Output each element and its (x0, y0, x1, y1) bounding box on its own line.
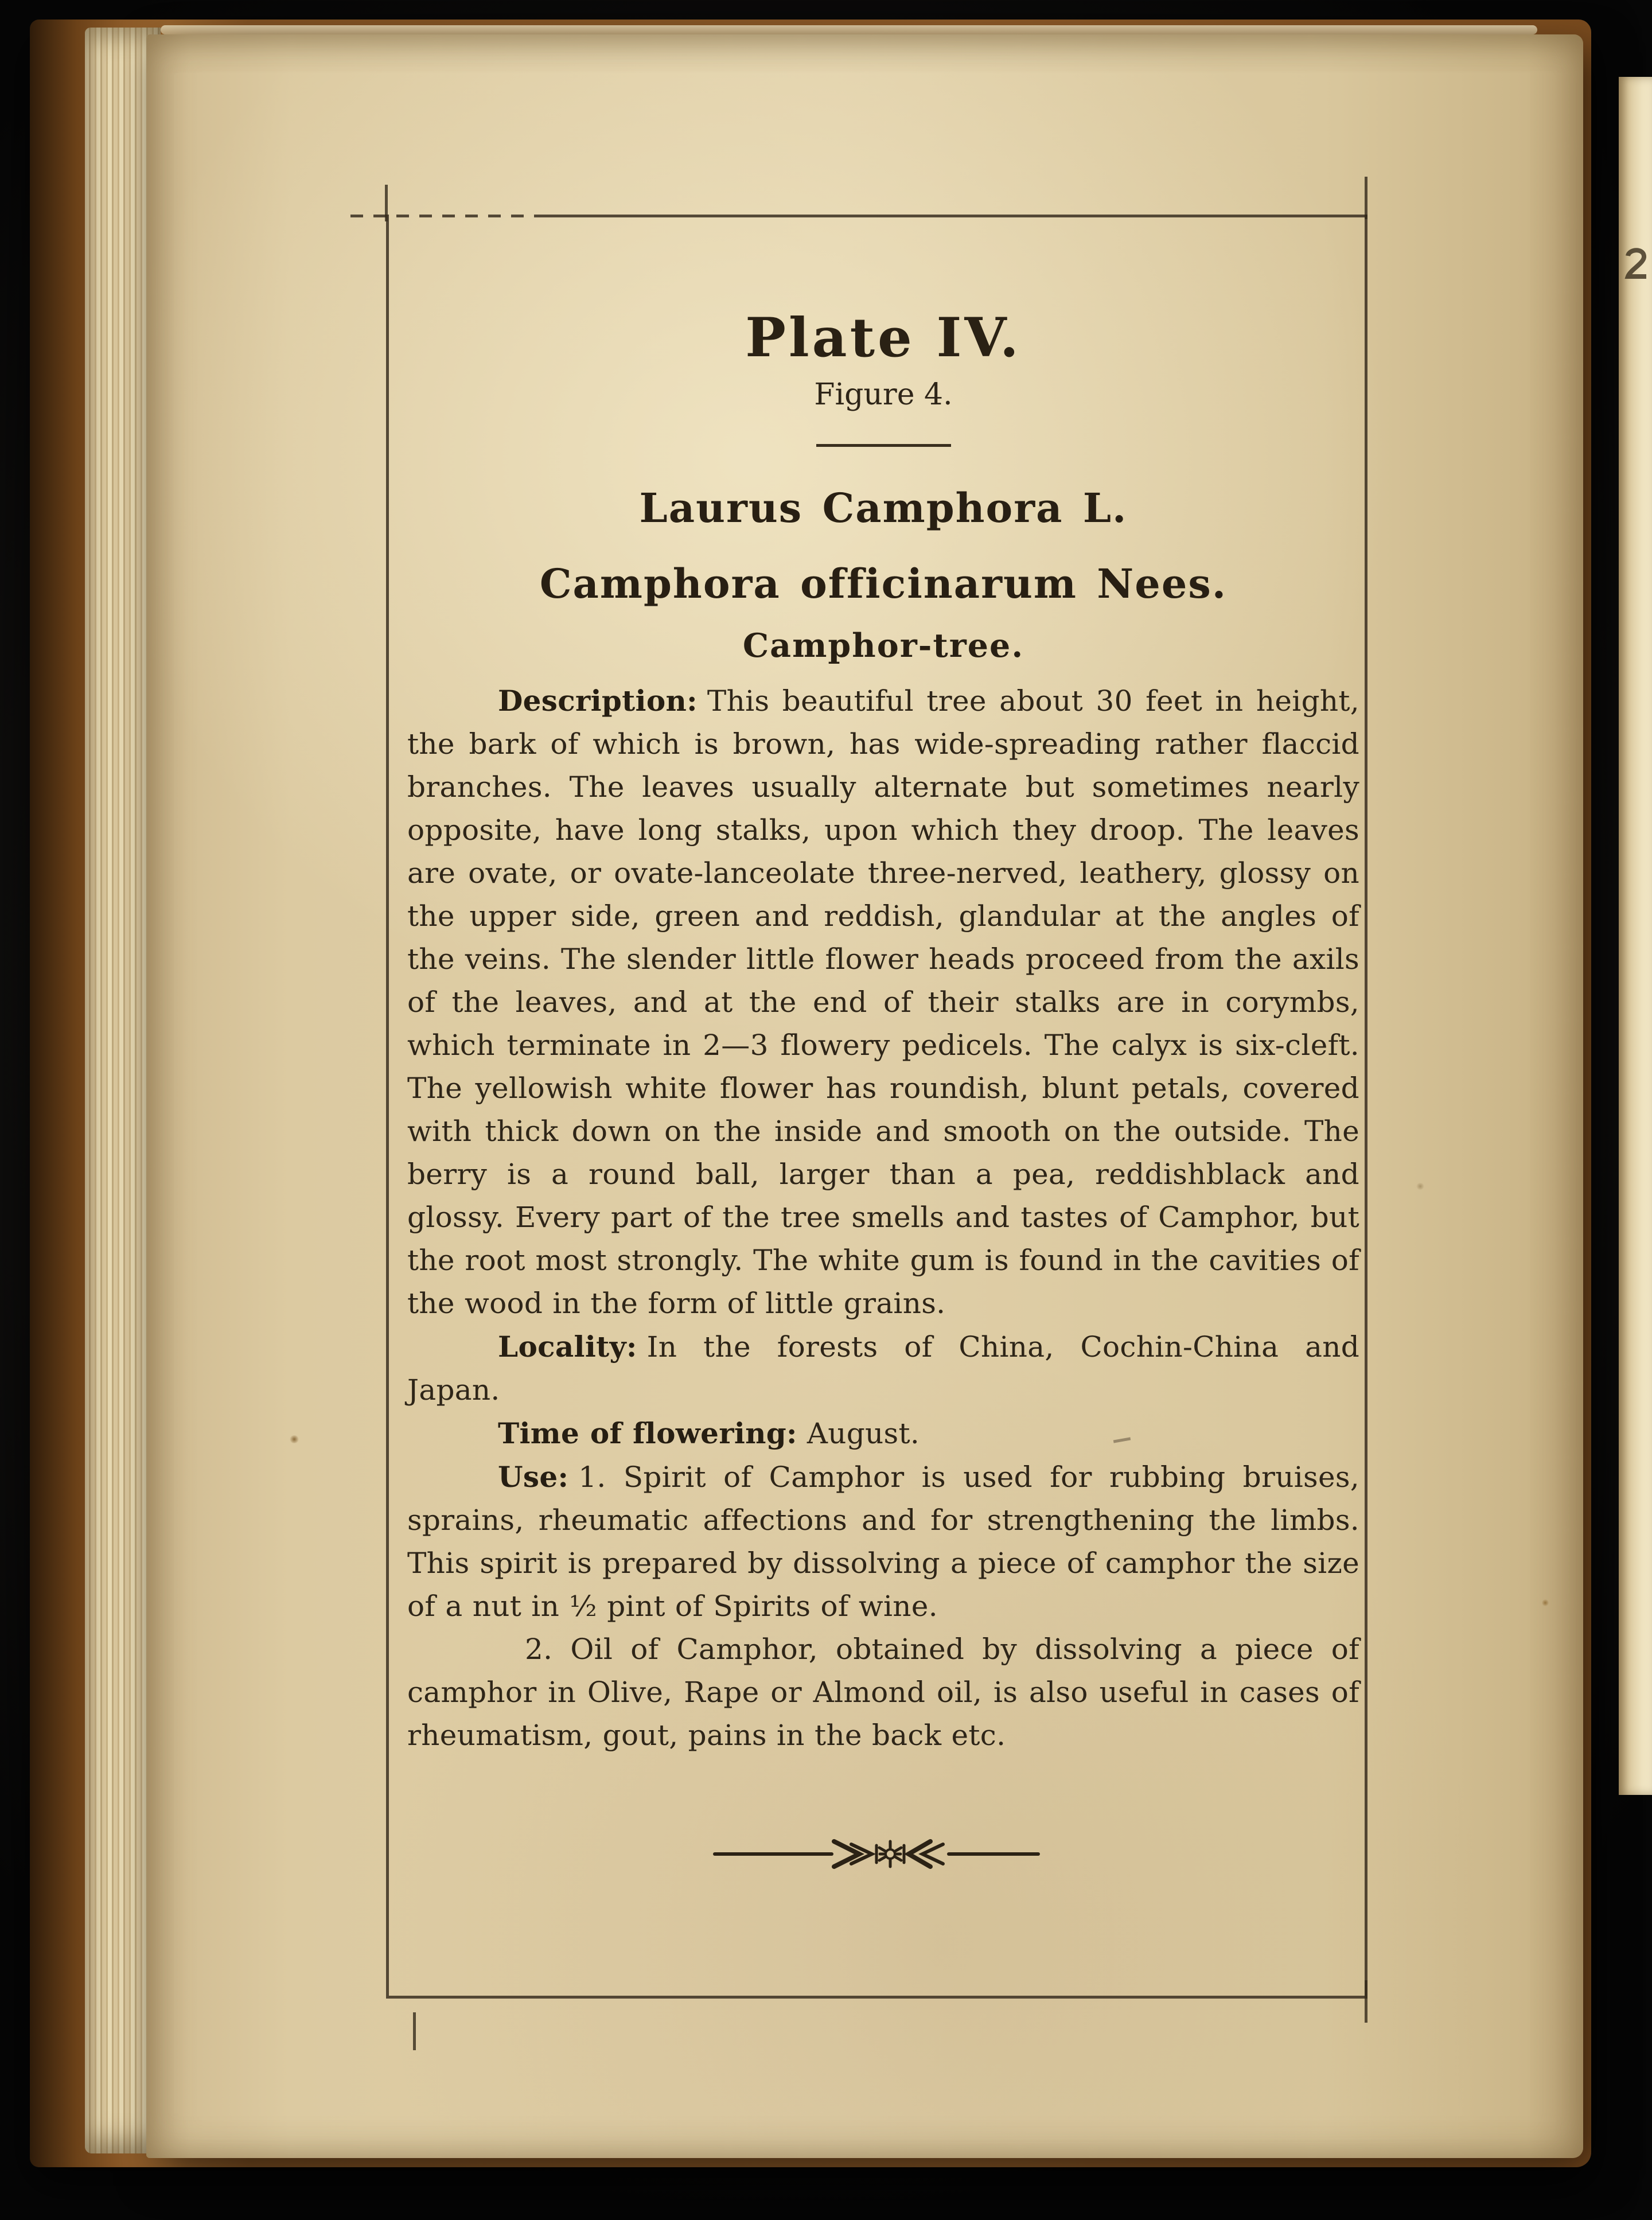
age-spot (1542, 1599, 1549, 1606)
frame-tick-top-left (385, 185, 388, 221)
age-spot (1416, 1183, 1424, 1190)
figure-caption: Figure 4. (814, 377, 953, 412)
flowering-label: Time of flowering: (498, 1416, 797, 1450)
partial-print-fragment (1623, 247, 1649, 283)
plate-title: Plate IV. (745, 306, 1022, 369)
species-name-synonym: Camphora officinarum Nees. (539, 560, 1228, 607)
end-ornament-icon (711, 1832, 1055, 1879)
species-name-latin: Laurus Camphora L. (639, 484, 1128, 532)
common-name: Camphor-tree. (742, 626, 1024, 665)
flowering-text: August. (806, 1417, 920, 1450)
frame-tick-bottom-left (413, 2012, 416, 2050)
age-spot (290, 1435, 299, 1443)
border-frame-top-dashed (350, 215, 540, 217)
use2-text: 2. Oil of Camphor, obtained by dissolving a piece of camphor in Olive, Rape or Almond oil, is also useful in cases of rheumatism, gout, pains in the back etc. (407, 1633, 1359, 1752)
facing-page-edge (1619, 77, 1652, 1795)
use-text: 1. Spirit of Camphor is used for rubbing bruises, sprains, rheumatic affections and for strengthening the limbs. This spirit is prepared by dissolving a piece of camphor the size of a nut in ½ pint of Spirits of wine. (407, 1460, 1359, 1623)
locality-paragraph (407, 1325, 1359, 1412)
book-page (146, 34, 1583, 2158)
border-frame-top (540, 215, 1367, 217)
locality-text: In the forests of China, Cochin-China and Japan. (407, 1330, 1359, 1407)
use-label: Use: (498, 1460, 569, 1494)
description-paragraph (407, 679, 1359, 1325)
description-label: Description: (498, 684, 698, 718)
flowering-paragraph (407, 1412, 1359, 1455)
book-top-page-edges (161, 25, 1537, 34)
frame-tick-top-right (1365, 177, 1367, 219)
use-paragraph (407, 1455, 1359, 1628)
locality-label: Locality: (498, 1330, 637, 1364)
page-content (407, 254, 1359, 1879)
description-text: This beautiful tree about 30 feet in height, the bark of which is brown, has wide-spreading rather flaccid branches. The leaves usually alternate but sometimes nearly opposite, have long stalks, upon which they droop. The leaves are ovate, or ovate-lanceolate three-nerved, leathery, glossy on the upper side, green and reddish, glandular at the angles of the veins. The slender little flower heads proceed from the axils of the leaves, and at the end of their stalks are in corymbs, which terminate in 2—3 flowery pedicels. The calyx is six-cleft. The yellowish white flower has roundish, blunt petals, covered with thick down on the inside and smooth on the outside. The berry is a round ball, larger than a pea, reddishblack and glossy. Every part of the tree smells and tastes of Camphor, but the root most strongly. The white gum is found in the cavities of the wood in the form of little grains. (407, 684, 1359, 1320)
use-paragraph-2 (407, 1628, 1359, 1757)
divider-rule (816, 444, 951, 447)
frame-tick-bottom-right (1365, 1980, 1367, 2023)
